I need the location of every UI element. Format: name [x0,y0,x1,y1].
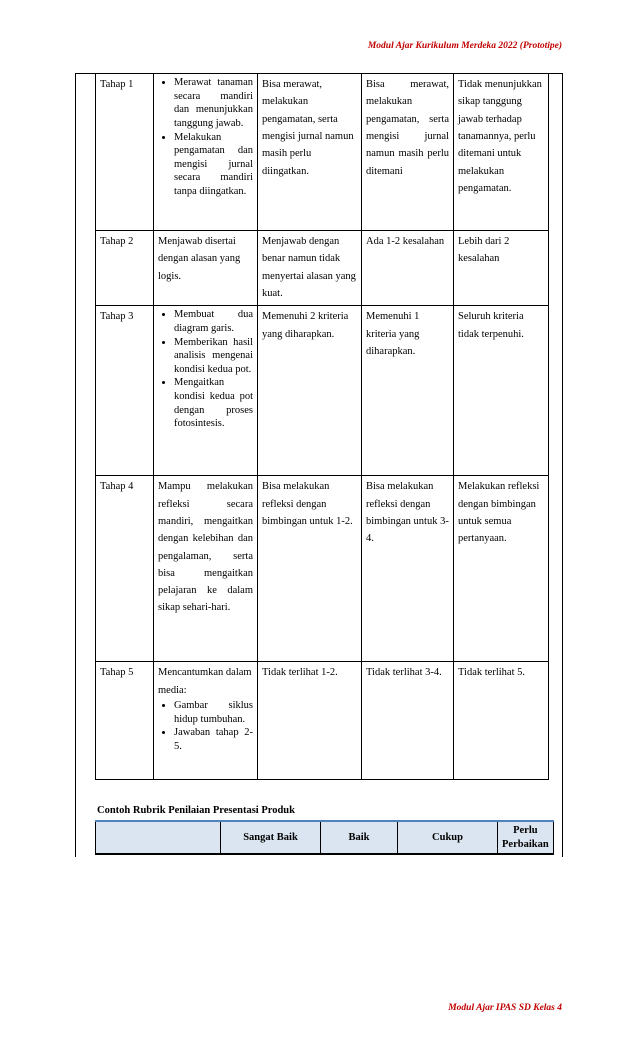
table-row [96,306,549,476]
page-header-title: Modul Ajar Kurikulum Merdeka 2022 (Prototipe) [367,41,562,51]
criteria-cell [154,74,258,231]
criteria-cell: Menjawab dengan benar namun tidak menyertai alasan yang kuat. [258,231,362,306]
assessment-rubric-table [95,73,549,780]
criteria-cell: Tidak terlihat 5. [454,662,549,780]
stage-label: Tahap 4 [96,476,154,662]
criteria-cell: Bisa merawat, melakukan pengamatan, serta mengisi jurnal namun masih perlu diingatkan. [258,74,362,231]
list-item: • Membuat dua diagram garis. [174,308,253,335]
section-title: Contoh Rubrik Penilaian Presentasi Produk [97,805,295,816]
criteria-cell: Menjawab disertai dengan alasan yang logis. [154,231,258,306]
list-item: • Melakukan pengamatan dan mengisi jurnal secara mandiri tanpa diingatkan. [174,131,253,199]
table-header-cell: Baik [321,821,398,854]
table-header-row [96,821,554,854]
table-header-cell: Perlu Perbaikan [498,821,554,854]
page-footer: Modul Ajar IPAS SD Kelas 4 [448,1003,562,1013]
criteria-cell: Memenuhi 1 kriteria yang diharapkan. [362,306,454,476]
criteria-cell: Memenuhi 2 kriteria yang diharapkan. [258,306,362,476]
criteria-cell: Ada 1-2 kesalahan [362,231,454,306]
product-rubric-header-table [95,820,554,855]
stage-label: Tahap 1 [96,74,154,231]
criteria-cell: Tidak terlihat 3-4. [362,662,454,780]
list-item: • Memberikan hasil analisis mengenai kondisi kedua pot. [174,336,253,377]
criteria-cell [154,662,258,780]
criteria-cell: Bisa merawat, melakukan pengamatan, serta mengisi jurnal namun masih perlu ditemani [362,74,454,231]
criteria-intro: Mencantumkan dalam media: [158,667,252,696]
list-item: • Gambar siklus hidup tumbuhan. [174,699,253,726]
criteria-cell: Seluruh kriteria tidak terpenuhi. [454,306,549,476]
criteria-cell: Tidak menunjukkan sikap tanggung jawab terhadap tanamannya, perlu ditemani untuk melakukan pengamatan. [454,74,549,231]
list-item: • Merawat tanaman secara mandiri dan menunjukkan tanggung jawab. [174,76,253,131]
criteria-cell: Lebih dari 2 kesalahan [454,231,549,306]
criteria-cell: Tidak terlihat 1-2. [258,662,362,780]
criteria-cell: Bisa melakukan refleksi dengan bimbingan untuk 3-4. [362,476,454,662]
table-row [96,662,549,780]
table-header-cell [96,821,221,854]
stage-label: Tahap 5 [96,662,154,780]
criteria-cell [154,306,258,476]
stage-label: Tahap 2 [96,231,154,306]
table-row [96,476,549,662]
criteria-cell: Melakukan refleksi dengan bimbingan untuk semua pertanyaan. [454,476,549,662]
table-row [96,74,549,231]
table-row [96,231,549,306]
list-item: • Jawaban tahap 2-5. [174,726,253,753]
table-header-cell: Sangat Baik [221,821,321,854]
criteria-cell: Mampu melakukan refleksi secara mandiri, mengaitkan dengan kelebihan dan pengalaman, serta bisa mengaitkan pelajaran ke dalam sikap sehari-hari. [154,476,258,662]
stage-label: Tahap 3 [96,306,154,476]
criteria-cell: Bisa melakukan refleksi dengan bimbingan untuk 1-2. [258,476,362,662]
table-header-cell: Cukup [398,821,498,854]
list-item: • Mengaitkan kondisi kedua pot dengan proses fotosintesis. [174,376,253,431]
